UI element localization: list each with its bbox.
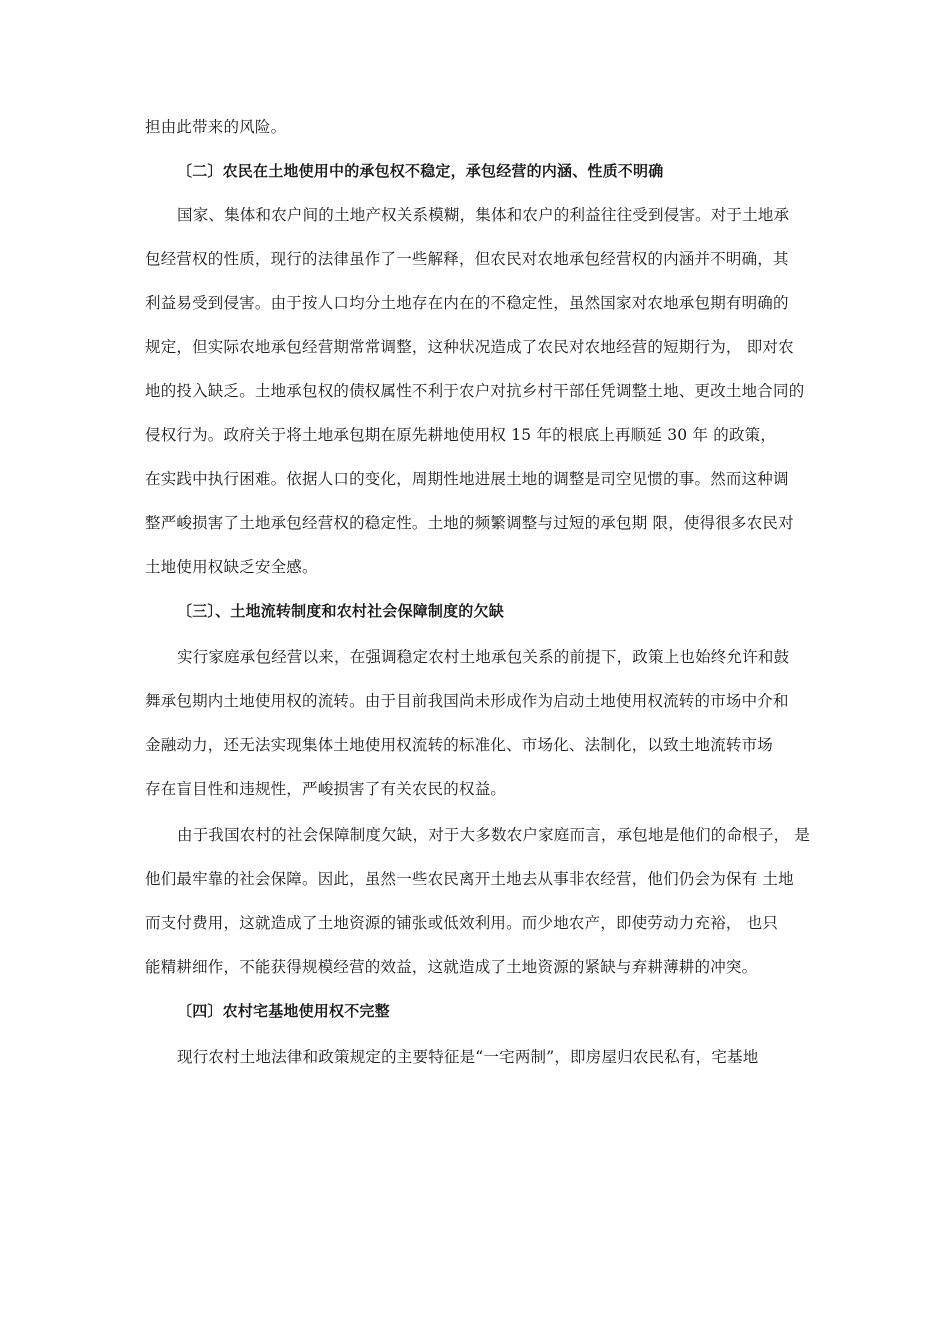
text-line: 国家、集体和农户间的土地产权关系模糊，集体和农户的利益往往受到侵害。对于土地承 [177, 206, 790, 224]
section-heading-2: 〔二〕农民在土地使用中的承包权不稳定，承包经营的内涵、性质不明确 [177, 162, 664, 180]
section-heading-4: 〔四〕农村宅基地使用权不完整 [177, 1002, 390, 1020]
text-line: 金融动力，还无法实现集体土地使用权流转的标准化、市场化、法制化，以致土地流转市场 [145, 736, 774, 754]
text-line: 能精耕细作，不能获得规模经营的效益，这就造成了土地资源的紧缺与弃耕薄耕的冲突。 [145, 958, 758, 976]
text-line: 侵权行为。政府关于将土地承包期在原先耕地使用权 15 年的根底上再顺延 30 年 的政策， [145, 426, 777, 444]
text-line: 而支付费用，这就造成了土地资源的铺张或低效利用。而少地农产，即使劳动力充裕， 也只 [145, 914, 779, 932]
text-line: 整严峻损害了土地承包经营权的稳定性。土地的频繁调整与过短的承包期 限，使得很多农民对 [145, 514, 794, 532]
text-line: 利益易受到侵害。由于按人口均分土地存在内在的不稳定性，虽然国家对农地承包期有明确的 [145, 294, 789, 312]
text-line: 地的投入缺乏。土地承包权的债权属性不利于农户对抗乡村干部任凭调整土地、更改土地合同的 [145, 382, 805, 400]
text-line: 担由此带来的风险。 [145, 118, 287, 136]
text-line: 土地使用权缺乏安全感。 [145, 558, 318, 576]
text-line: 存在盲目性和违规性，严峻损害了有关农民的权益。 [145, 780, 507, 798]
text-line: 现行农村土地法律和政策规定的主要特征是“一宅两制”，即房屋归农民私有，宅基地 [177, 1048, 759, 1066]
text-line: 实行家庭承包经营以来，在强调稳定农村土地承包关系的前提下，政策上也始终允许和鼓 [177, 648, 790, 666]
text-line: 由于我国农村的社会保障制度欠缺，对于大多数农户家庭而言，承包地是他们的命根子， 是 [177, 826, 811, 844]
text-line: 在实践中执行困难。依据人口的变化，周期性地进展土地的调整是司空见惯的事。然而这种调 [145, 470, 789, 488]
text-line: 规定，但实际农地承包经营期常常调整，这种状况造成了农民对农地经营的短期行为， 即对农 [145, 338, 794, 356]
text-line: 舞承包期内土地使用权的流转。由于目前我国尚未形成作为启动土地使用权流转的市场中介和 [145, 692, 789, 710]
text-line: 包经营权的性质，现行的法律虽作了一些解释，但农民对农地承包经营权的内涵并不明确，其 [145, 250, 789, 268]
section-heading-3: 〔三〕、土地流转制度和农村社会保障制度的欠缺 [177, 602, 504, 620]
text-line: 他们最牢靠的社会保障。因此，虽然一些农民离开土地去从事非农经营，他们仍会为保有 土地 [145, 870, 794, 888]
